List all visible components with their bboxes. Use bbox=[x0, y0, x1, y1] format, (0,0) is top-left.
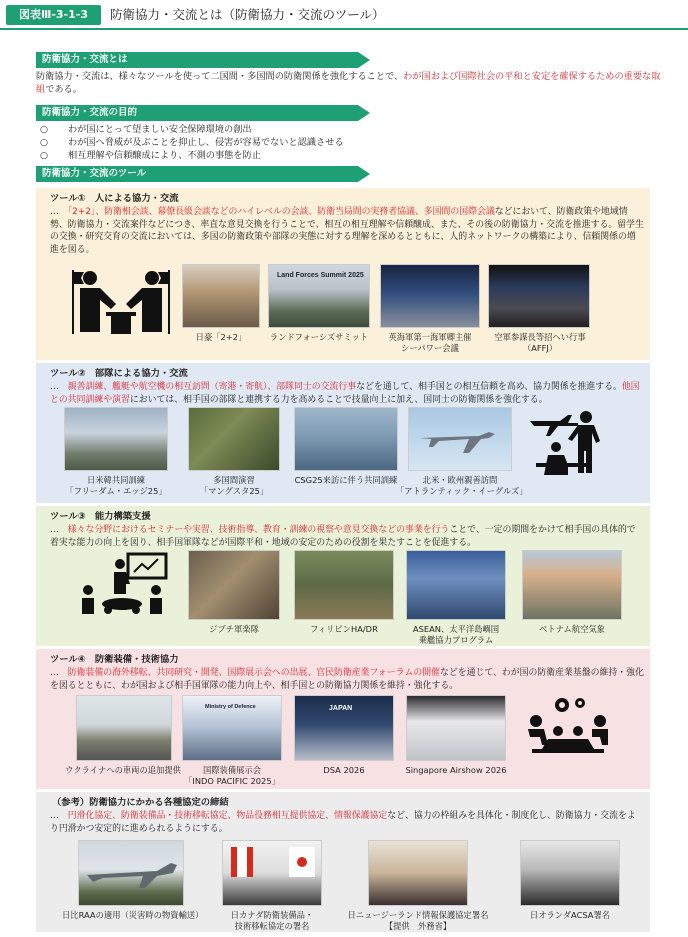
aircraft-icon bbox=[409, 408, 512, 471]
photo-japan-nz-signing bbox=[368, 840, 468, 906]
photo-freedom-edge bbox=[64, 407, 168, 471]
reference-text: … 円滑化協定、防衛装備品・技術移転協定、物品役務相互提供協定、情報保護協定など、協力の枠組みを具体化・制度化し、防衛協力・交流をより円滑かつ安定的に進められるようにする。 bbox=[50, 811, 636, 834]
tool-1-caption-3: 英海軍第一海軍卿主催 シーパワー会議 bbox=[388, 332, 472, 354]
tool-2-caption-3: CSG25来訪に伴う共同訓練 bbox=[294, 475, 398, 485]
tool-4-panel bbox=[36, 649, 650, 789]
tool-4-title: ツール④ 防衛装備・技術協力 bbox=[50, 654, 179, 665]
section-heading-tools: 防衛協力・交流のツール bbox=[36, 166, 358, 182]
tool-4-text: … 防衛装備の海外移転、共同研究・開発、国際展示会への出展、官民防衛産業フォーラムの開催などを通じて、わが国の防衛産業基盤の維持・強化を図るとともに、わが国および相手国軍隊の能力向上や、相手国との防衛協力関係を維持・強化する。 bbox=[50, 668, 644, 691]
tool-1-caption-1: 日豪「2+2」 bbox=[195, 332, 247, 342]
list-item: ○ 相互理解や信頼醸成により、不測の事態を防止 bbox=[40, 150, 261, 161]
canada-flag-icon bbox=[231, 847, 253, 877]
photo-vietnam-weather bbox=[522, 550, 622, 620]
handshake-icon bbox=[66, 268, 176, 336]
section-heading-about: 防衛協力・交流とは bbox=[36, 52, 358, 68]
tool-3-title: ツール③ 能力構築支援 bbox=[50, 511, 151, 522]
about-text-b: である。 bbox=[45, 84, 82, 96]
reference-title: （参考）防衛協力にかかる各種協定の締結 bbox=[52, 797, 229, 808]
photo-japan-philippines-raa bbox=[78, 840, 184, 906]
reference-panel bbox=[36, 792, 650, 932]
section-about-text bbox=[36, 70, 662, 97]
tool-2-text: … 親善訓練、艦艇や航空機の相互訪問（寄港・寄航）、部隊同士の交流行事などを通して、相手国との相互信頼を高め、協力関係を推進する。他国との共同訓練や演習においては、相手国の部隊と連携する力を高めることで技量向上に加え、国同士の防衛関係を強化する。 bbox=[50, 382, 640, 405]
photo-csg25 bbox=[294, 407, 398, 471]
photo-japan-netherlands-acsa bbox=[520, 840, 620, 906]
figure-header bbox=[0, 0, 688, 30]
seminar-icon bbox=[74, 552, 174, 620]
list-item: ○ わが国にとって望ましい安全保障環境の創出 bbox=[40, 124, 252, 135]
tool-1-panel bbox=[36, 188, 650, 360]
photo-djibouti-band bbox=[188, 550, 280, 620]
japan-flag-icon bbox=[289, 847, 315, 877]
photo-mangusta bbox=[188, 407, 280, 471]
tool-2-title: ツール② 部隊による協力・交流 bbox=[50, 368, 188, 379]
tool-1-title: ツール① 人による協力・交流 bbox=[50, 193, 179, 204]
photo-philippines-hadr bbox=[294, 550, 394, 620]
figure-title: 防衛協力・交流とは（防衛協力・交流のツール） bbox=[110, 7, 385, 22]
reference-caption-1: 日比RAAの適用（災害時の物資輸送） bbox=[62, 910, 204, 920]
photo-atlantic-eagles bbox=[408, 407, 512, 471]
photo-dsa: JAPAN bbox=[294, 695, 394, 761]
list-item: ○ わが国へ脅威が及ぶことを抑止し、侵害が容易でないと認識させる bbox=[40, 137, 344, 148]
tool-3-caption-2: フィリピンHA/DR bbox=[310, 624, 378, 634]
about-text-a: 防衛協力・交流は、様々なツールを使って二国間・多国間の防衛関係を強化することで、 bbox=[36, 71, 404, 82]
figure-label: 図表Ⅲ-3-1-3 bbox=[6, 5, 101, 25]
photo-land-forces-summit: Land Forces Summit 2025 bbox=[268, 264, 370, 328]
photo-indo-pacific: Ministry of Defence bbox=[182, 695, 282, 761]
photo-2plus2 bbox=[182, 264, 260, 328]
tool-2-panel bbox=[36, 363, 650, 503]
tool-4-caption-2: 国際装備展示会 「INDO PACIFIC 2025」 bbox=[184, 765, 280, 787]
reference-caption-3: 日ニュージーランド情報保護協定署名 【提供 外務省】 bbox=[347, 910, 489, 932]
photo-ukraine-vehicles bbox=[76, 695, 172, 761]
purpose-list bbox=[40, 123, 344, 162]
tool-1-caption-2: ランドフォーシズサミット bbox=[269, 332, 369, 342]
photo-affj bbox=[488, 264, 590, 328]
photo-seapower-conference bbox=[380, 264, 480, 328]
reference-caption-2: 日カナダ防衛装備品・ 技術移転協定の署名 bbox=[230, 910, 314, 932]
photo-singapore-airshow bbox=[406, 695, 506, 761]
soldiers-aircraft-icon bbox=[526, 407, 616, 475]
tool-3-caption-4: ベトナム航空気象 bbox=[539, 624, 605, 634]
tool-3-panel bbox=[36, 506, 650, 646]
transport-aircraft-icon bbox=[79, 841, 184, 906]
photo-asean-program bbox=[406, 550, 506, 620]
tool-3-text: … 様々な分野におけるセミナーや実習、技術指導、教育・訓練の視察や意見交換などの事業を行うことで、一定の期間をかけて相手国の具体的で着実な能力の向上を図り、相手国軍隊などが国際平和・地域の安定のための役割を果たすことを促進する。 bbox=[50, 525, 636, 548]
photo-japan-canada-signing bbox=[222, 840, 322, 906]
tool-3-caption-1: ジブチ軍楽隊 bbox=[209, 624, 259, 634]
tool-1-caption-4: 空軍参謀長等招へい行事（AFFJ） bbox=[494, 332, 586, 354]
tool-3-caption-3: ASEAN、太平洋島嶼国 乗艦協力プログラム bbox=[412, 624, 500, 646]
section-heading-purpose: 防衛協力・交流の目的 bbox=[36, 105, 358, 121]
reference-caption-4: 日オランダACSA署名 bbox=[529, 910, 611, 920]
tool-1-text: … 「2+2」、防衛相会談、幕僚長級会談などのハイレベルの会談、防衛当局間の実務者協議、多国間の国際会議などにおいて、防衛政策や地域情勢、防衛協力・交流案件などにつき、率直な意見交換を行うことで、相互の相互理解や信頼醸成、また、その後の防衛協力・交流を推進する。留学生の交換・研究交育の交流においては、多国の防衛政策や部隊の実態に対する理解を深めるとともに、人的ネットワークの構築により、信頼関係の増進を図る。 bbox=[50, 207, 644, 255]
meeting-gears-icon bbox=[518, 695, 618, 765]
tool-2-caption-1: 日米韓共同訓練 「フリーダム・エッジ25」 bbox=[65, 475, 167, 497]
tool-4-caption-1: ウクライナへの車両の追加提供 bbox=[65, 765, 181, 775]
tool-4-caption-4: Singapore Airshow 2026 bbox=[405, 765, 507, 775]
about-text-red: わが国および国際社会の平和と安定を確保するための重要な取組 bbox=[36, 71, 661, 96]
tool-2-caption-2: 多国間演習 「マングスタ25」 bbox=[199, 475, 269, 497]
tool-4-caption-3: DSA 2026 bbox=[323, 765, 365, 775]
tool-2-caption-4: 北米・欧州親善訪問 「アトランティック・イーグルズ」 bbox=[396, 475, 528, 497]
